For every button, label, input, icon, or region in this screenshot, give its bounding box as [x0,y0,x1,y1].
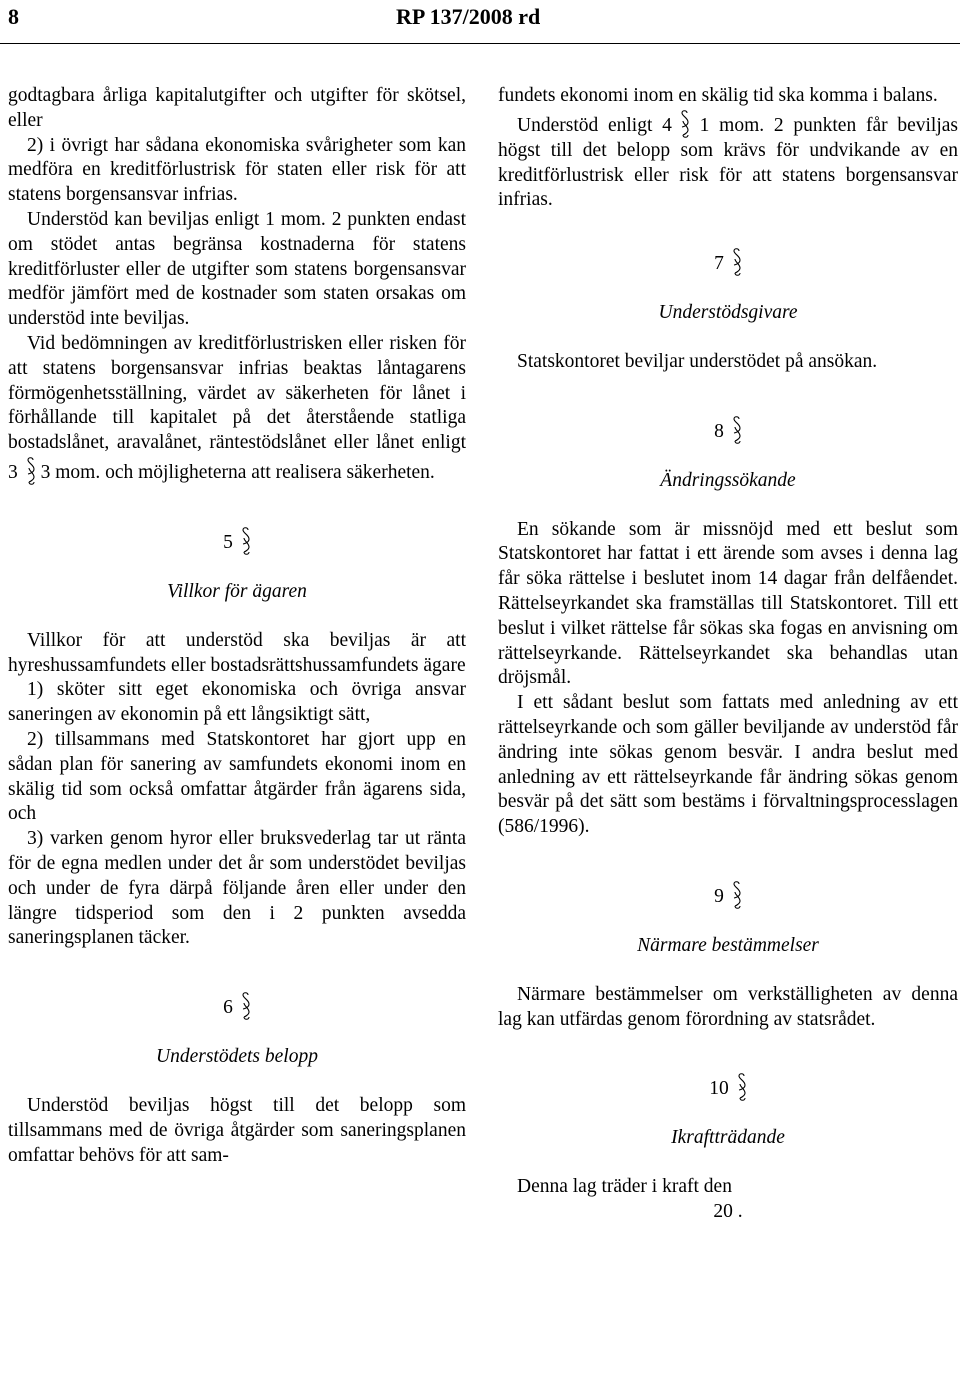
section-title: Ändringssökande [660,469,796,491]
paragraph: En sökande som är missnöjd med ett beslut som Statskontoret har fattat i ett ärende som avses i denna lag får söka rättelse i beslutet inom 14 dagar från delfåendet. Rättelseyrkandet ska framställas till Statskontoret. Till ett beslut i vilket rättelse får sökas ska fogas en anvisning om rättelseyrkande. Rättelseyrkandet ska behandlas utan dröjsmål. [498,518,958,689]
paragraph-part: 1 mom. 2 punkten får beviljas högst till det belopp som krävs för undvikande av en kreditförlustrisk eller risk för att statens borgensansvar infrias. [498,114,959,211]
section-sign-icon [680,109,690,139]
section-sign-icon [26,456,36,486]
section-sign-icon [241,526,251,556]
right-column [498,84,958,1225]
paragraph: I ett sådant beslut som fattats med anledning av ett rättelseyrkande och som gäller beviljande av understöd får ändring inte sökas genom besvär. I andra beslut med anledning av ett rättelseyrkande får ändring sökas genom besvär på det sätt som bestäms i förvaltningsprocesslagen (586/1996). [498,692,958,838]
paragraph-part: 3 mom. och möjligheterna att realisera säkerheten. [40,461,435,483]
paragraph [8,332,466,486]
paragraph: Statskontoret beviljar understödet på ansökan. [517,350,878,372]
section-title: Villkor för ägaren [167,580,307,602]
section-title: Understödets belopp [156,1046,318,1068]
paragraph: 2) tillsammans med Statskontoret har gjort upp en sådan plan för sanering av samfundets ekonomi inom en skälig tid som också omfattar åtgärder från ägarens sida, och [8,728,466,825]
paragraph: godtagbara årliga kapitalutgifter och utgifter för skötsel, eller [8,85,466,131]
section-heading-8 [498,415,958,445]
paragraph: fundets ekonomi inom en skälig tid ska komma i balans. [498,85,938,106]
section-sign-icon [737,1072,747,1102]
document-id: RP 137/2008 rd [396,4,541,29]
section-heading-10 [498,1072,958,1102]
section-heading-6 [8,991,466,1021]
section-sign-icon [732,415,742,445]
paragraph-part: Vid bedömningen av kreditförlustrisken eller risken för att statens borgensansvar infrias beaktas låntagarens förmögenhetsställning, värdet av säkerheten för lånet i förhållande till kapitalet på det återstående statliga bostadslånet, aravalånet, räntestödslånet eller lånet enligt 3 [8,332,466,483]
section-number: 9 [714,885,724,907]
page-number: 8 [8,4,19,29]
section-title: Närmare bestämmelser [637,934,819,956]
paragraph [498,109,958,213]
section-number: 5 [223,531,233,553]
section-sign-icon [732,247,742,277]
paragraph: Närmare bestämmelser om verkställigheten av denna lag kan utfärdas genom förordning av statsrådet. [498,983,958,1030]
paragraph: Understöd beviljas högst till det belopp som tillsammans med de övriga åtgärder som saneringsplanen omfattar behövs för att sam- [8,1094,466,1166]
section-number: 10 [709,1078,729,1100]
section-number: 8 [714,420,724,442]
paragraph: 3) varken genom hyror eller bruksvederlag tar ut ränta för de egna medlen under det år som understödet beviljas och under de fyra därpå följande åren eller under den längre tidsperiod som den i 2 punkten avsedda saneringsplanen täcker. [8,828,466,949]
paragraph: Villkor för att understöd ska beviljas är att hyreshussamfundets eller bostadsrättshussamfundets ägare [8,629,466,676]
date-line: 20 . [713,1200,743,1222]
left-column [8,84,466,1168]
section-number: 6 [223,997,233,1019]
section-heading-9 [498,880,958,910]
paragraph-part: Understöd enligt 4 [517,114,672,136]
section-title: Understödsgivare [658,302,798,324]
section-sign-icon [241,991,251,1021]
page-header [0,0,960,44]
section-title: Ikraftträdande [671,1127,785,1149]
paragraph: 1) sköter sitt eget ekonomiska och övriga ansvar saneringen av ekonomin på ett långsiktigt sätt, [8,679,466,726]
section-heading-7 [498,247,958,277]
paragraph: Understöd kan beviljas enligt 1 mom. 2 punkten endast om stödet antas begränsa kostnaderna för statens kreditförluster eller de utgifter som statens borgensansvar medför jämfört med de kostnader som staten orsakas om understöd inte beviljas. [8,208,466,330]
paragraph: 2) i övrigt har sådana ekonomiska svårigheter som kan medföra en kreditförlustrisk för staten eller risk för att statens borgensansvar infrias. [8,134,466,206]
section-number: 7 [714,253,724,275]
section-sign-icon [732,880,742,910]
section-heading-5 [8,526,466,556]
paragraph: Denna lag träder i kraft den [517,1176,732,1198]
